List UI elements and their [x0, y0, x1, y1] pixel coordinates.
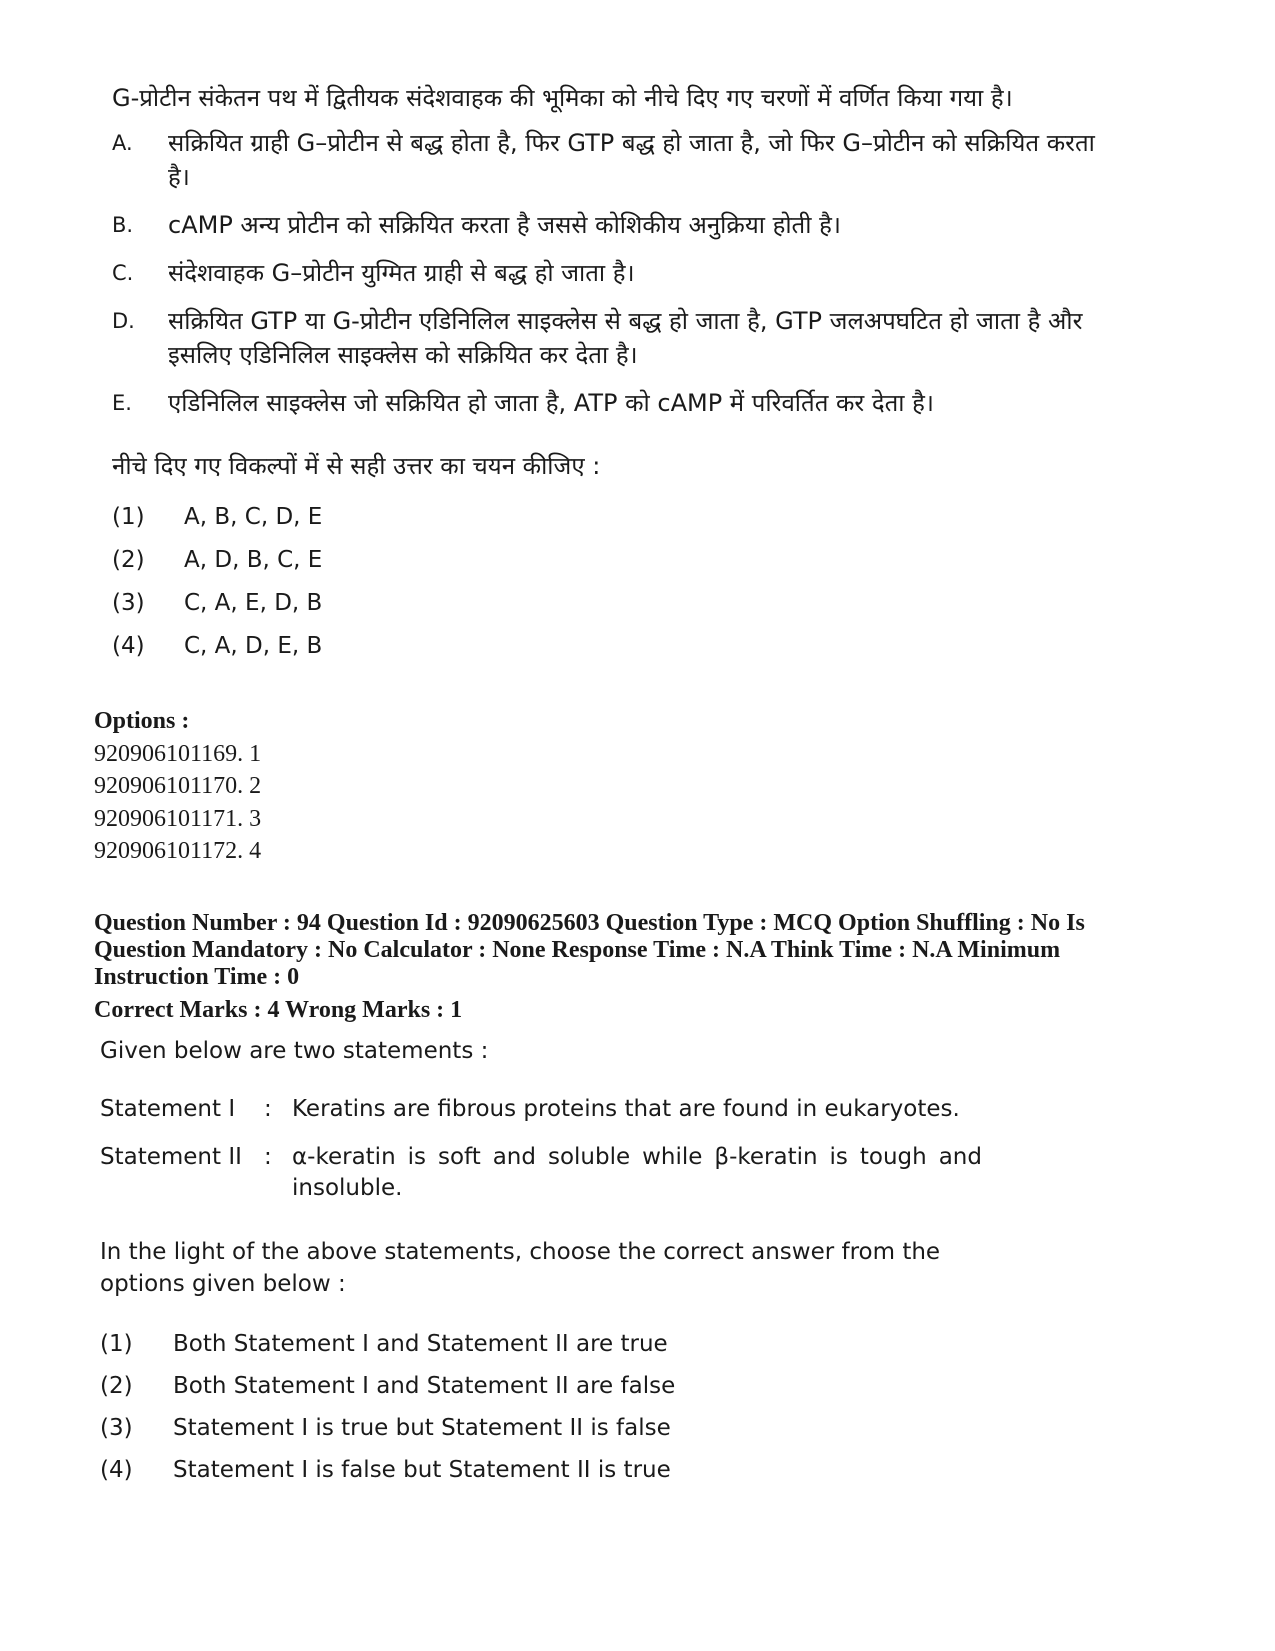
- option-number: (4): [112, 633, 145, 659]
- statement-text: संदेशवाहक G–प्रोटीन युग्मित ग्राही से बद्ध हो जाता है।: [168, 259, 635, 287]
- answer-option-1: [112, 500, 1112, 534]
- question-prompt: नीचे दिए गए विकल्पों में से सही उत्तर का चयन कीजिए :: [112, 452, 601, 480]
- answer-option-1: [100, 1328, 1100, 1360]
- statement-text: सक्रियित ग्राही G–प्रोटीन से बद्ध होता है, फिर GTP बद्ध हो जाता है, जो फिर G–प्रोटीन को सक्रियित करता है।: [168, 129, 1095, 191]
- option-number: (1): [112, 504, 145, 530]
- option-text: A, D, B, C, E: [184, 547, 323, 573]
- answer-option-3: [100, 1412, 1100, 1444]
- answer-option-2: [100, 1370, 1100, 1402]
- options-id-list: [94, 705, 1194, 868]
- statement-label: D.: [112, 309, 135, 333]
- option-number: (3): [100, 1415, 133, 1441]
- question-meta-line: Question Mandatory : No Calculator : None Response Time : N.A Think Time : N.A Minimum: [94, 937, 1061, 963]
- option-text: C, A, E, D, B: [184, 590, 323, 616]
- option-number: (1): [100, 1331, 133, 1357]
- option-text: Both Statement I and Statement II are false: [173, 1373, 676, 1399]
- statement-colon: :: [264, 1096, 272, 1122]
- option-number: (3): [112, 590, 145, 616]
- option-id-line: 920906101172. 4: [94, 838, 262, 864]
- option-number: (2): [112, 547, 145, 573]
- question-english-block: [100, 1036, 1100, 1496]
- question-meta-line: Instruction Time : 0: [94, 964, 300, 990]
- statement-text: सक्रियित GTP या G-प्रोटीन एडिनिलिल साइक्लेस से बद्ध हो जाता है, GTP जलअपघटित हो जाता है और इसलिए एडिनिलिल साइक्लेस को सक्रियित कर देता है।: [168, 307, 1083, 369]
- statement-label: Statement II: [100, 1144, 242, 1170]
- question-hindi-block: [112, 80, 1112, 672]
- statement-b: [112, 208, 1112, 242]
- statement-colon: :: [264, 1144, 272, 1170]
- statement-label: B.: [112, 213, 134, 237]
- option-text: C, A, D, E, B: [184, 633, 323, 659]
- question-meta-line: Question Number : 94 Question Id : 92090625603 Question Type : MCQ Option Shuffling : No Is: [94, 910, 1085, 936]
- statement-d: [112, 304, 1112, 372]
- option-text: Statement I is true but Statement II is false: [173, 1415, 671, 1441]
- statement-label: C.: [112, 261, 134, 285]
- options-heading: Options :: [94, 708, 190, 734]
- statement-e: [112, 386, 1112, 420]
- statement-text: एडिनिलिल साइक्लेस जो सक्रियित हो जाता है, ATP को cAMP में परिवर्तित कर देता है।: [168, 389, 934, 417]
- option-text: Statement I is false but Statement II is true: [173, 1457, 671, 1483]
- statement-text: cAMP अन्य प्रोटीन को सक्रियित करता है जससे कोशिकीय अनुक्रिया होती है।: [168, 211, 841, 239]
- statement-text: Keratins are fibrous proteins that are found in eukaryotes.: [292, 1096, 960, 1122]
- statement-ii: [100, 1142, 1100, 1204]
- statement-a: [112, 126, 1112, 194]
- statement-label: Statement I: [100, 1096, 236, 1122]
- answer-option-4: [112, 629, 1112, 663]
- question-intro: Given below are two statements :: [100, 1038, 489, 1064]
- statement-c: [112, 256, 1112, 290]
- question-header: [94, 910, 1194, 1024]
- option-text: A, B, C, D, E: [184, 504, 323, 530]
- answer-option-3: [112, 586, 1112, 620]
- option-id-line: 920906101169. 1: [94, 740, 262, 767]
- option-text: Both Statement I and Statement II are true: [173, 1331, 668, 1357]
- option-number: (4): [100, 1457, 133, 1483]
- answer-option-2: [112, 543, 1112, 577]
- answer-option-4: [100, 1454, 1100, 1486]
- statement-i: [100, 1094, 1100, 1125]
- statement-text: α-keratin is soft and soluble while β-keratin is tough and insoluble.: [292, 1144, 982, 1201]
- statement-label: E.: [112, 391, 132, 415]
- statement-label: A.: [112, 131, 133, 155]
- option-id-line: 920906101171. 3: [94, 805, 262, 832]
- question-intro: G-प्रोटीन संकेतन पथ में द्वितीयक संदेशवाहक की भूमिका को नीचे दिए गए चरणों में वर्णित किया गया है।: [112, 84, 1013, 112]
- question-prompt: In the light of the above statements, choose the correct answer from the options given below :: [100, 1239, 941, 1297]
- question-marks: Correct Marks : 4 Wrong Marks : 1: [94, 997, 463, 1023]
- option-id-line: 920906101170. 2: [94, 773, 262, 799]
- option-number: (2): [100, 1373, 133, 1399]
